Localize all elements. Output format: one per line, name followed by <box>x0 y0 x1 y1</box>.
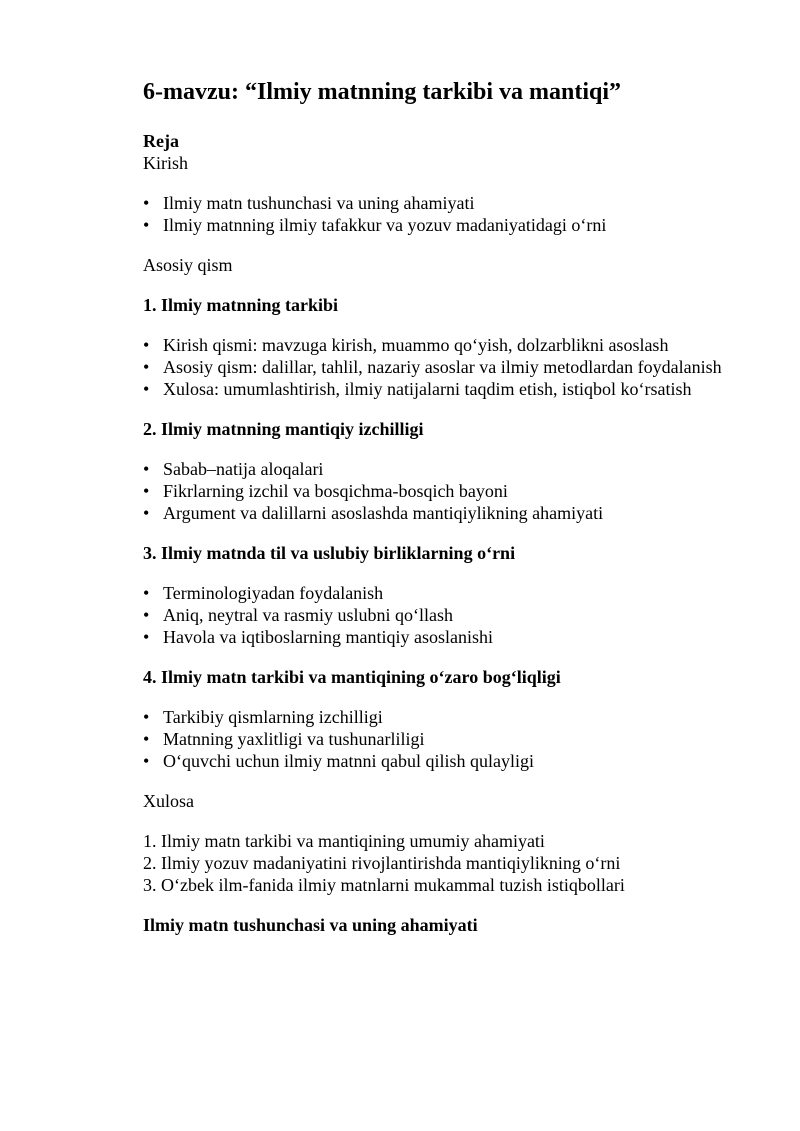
list-item: • O‘quvchi uchun ilmiy matnni qabul qilish qulayligi <box>143 750 763 772</box>
list-item: • Ilmiy matn tushunchasi va uning ahamiyati <box>143 192 763 214</box>
document-page <box>143 76 763 954</box>
conclusion-label: Xulosa <box>143 791 194 811</box>
list-item: • Terminologiyadan foydalanish <box>143 582 763 604</box>
list-item: • Sabab–natija aloqalari <box>143 458 763 480</box>
section-heading-2: 2. Ilmiy matnning mantiqiy izchilligi <box>143 419 424 439</box>
list-item: • Fikrlarning izchil va bosqichma-bosqich bayoni <box>143 480 763 502</box>
conclusion-list <box>143 830 763 896</box>
intro-label: Kirish <box>143 153 188 173</box>
list-item: • Argument va dalillarni asoslashda mantiqiylikning ahamiyati <box>143 502 763 524</box>
main-label: Asosiy qism <box>143 255 233 275</box>
intro-list <box>143 192 763 236</box>
list-item: 3. O‘zbek ilm-fanida ilmiy matnlarni mukammal tuzish istiqbollari <box>143 875 625 895</box>
list-item: 1. Ilmiy matn tarkibi va mantiqining umumiy ahamiyati <box>143 831 545 851</box>
document-title: 6-mavzu: “Ilmiy matnning tarkibi va mantiqi” <box>143 79 622 105</box>
body-heading: Ilmiy matn tushunchasi va uning ahamiyati <box>143 915 478 935</box>
plan-heading: Reja <box>143 131 179 151</box>
section-heading-3: 3. Ilmiy matnda til va uslubiy birliklarning o‘rni <box>143 543 516 563</box>
section-list-1 <box>143 334 763 400</box>
list-item: 2. Ilmiy yozuv madaniyatini rivojlantirishda mantiqiylikning o‘rni <box>143 853 621 873</box>
list-item: • Tarkibiy qismlarning izchilligi <box>143 706 763 728</box>
list-item: • Ilmiy matnning ilmiy tafakkur va yozuv madaniyatidagi o‘rni <box>143 214 763 236</box>
section-list-4 <box>143 706 763 772</box>
list-item: • Matnning yaxlitligi va tushunarliligi <box>143 728 763 750</box>
list-item: • Kirish qismi: mavzuga kirish, muammo qo‘yish, dolzarblikni asoslash <box>143 334 763 356</box>
list-item: • Xulosa: umumlashtirish, ilmiy natijalarni taqdim etish, istiqbol ko‘rsatish <box>143 378 763 400</box>
section-list-3 <box>143 582 763 648</box>
section-list-2 <box>143 458 763 524</box>
list-item: • Havola va iqtiboslarning mantiqiy asoslanishi <box>143 626 763 648</box>
list-item: • Aniq, neytral va rasmiy uslubni qo‘llash <box>143 604 763 626</box>
section-heading-4: 4. Ilmiy matn tarkibi va mantiqining o‘zaro bog‘liqligi <box>143 667 561 687</box>
list-item: • Asosiy qism: dalillar, tahlil, nazariy asoslar va ilmiy metodlardan foydalanish <box>143 356 763 378</box>
section-heading-1: 1. Ilmiy matnning tarkibi <box>143 295 339 315</box>
